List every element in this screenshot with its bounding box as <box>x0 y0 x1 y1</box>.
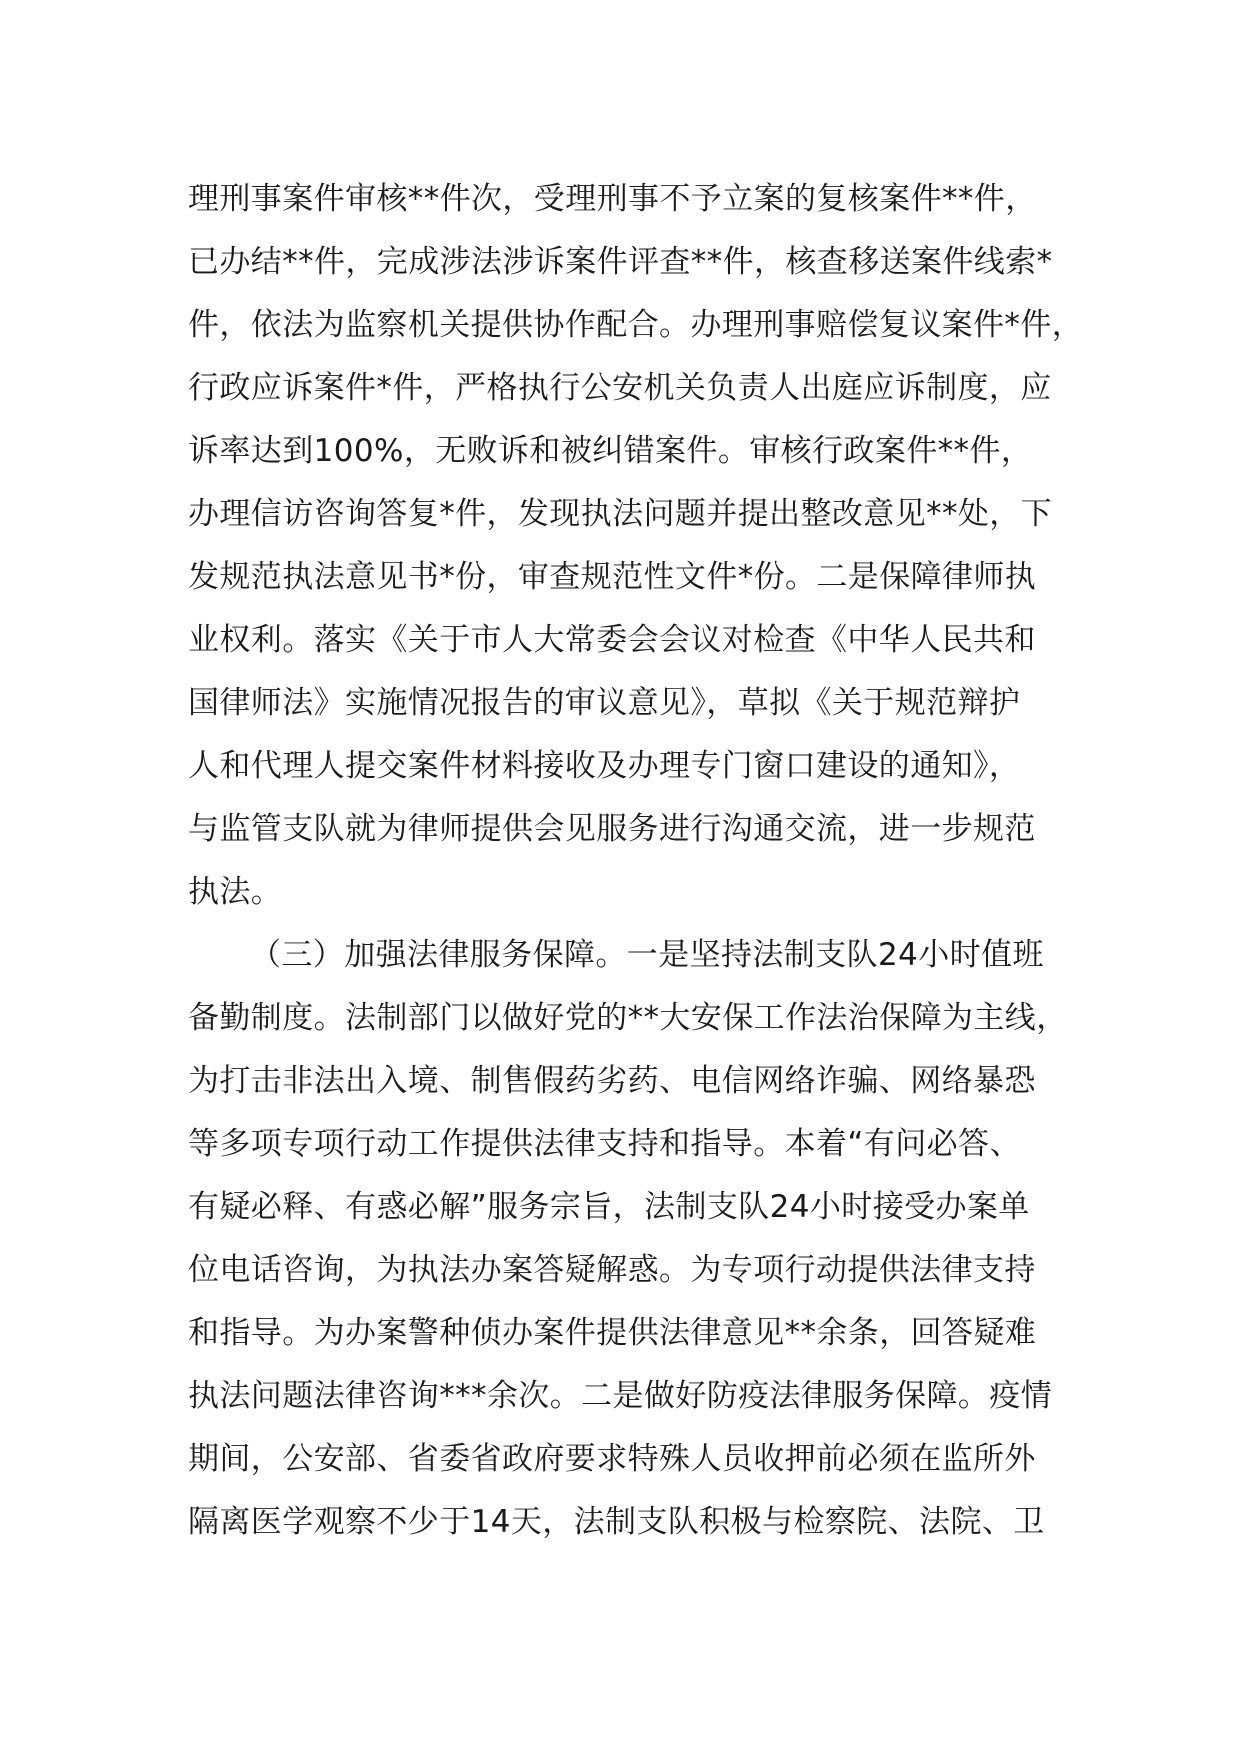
text-line: 有疑必释、有惑必解”服务宗旨，法制支队24小时接受办案单 <box>188 1189 1030 1225</box>
text-line: 行政应诉案件*件，严格执行公安机关负责人出庭应诉制度，应 <box>188 370 1052 406</box>
text-line: 诉率达到100%，无败诉和被纠错案件。审核行政案件**件， <box>188 433 1033 469</box>
section-heading-line: （三）加强法律服务保障。一是坚持法制支队24小时值班 <box>250 937 1044 973</box>
text-line: 国律师法》实施情况报告的审议意见》，草拟《关于规范辩护 <box>188 685 1021 721</box>
text-line: 执法。 <box>188 874 283 910</box>
text-line: 与监管支队就为律师提供会见服务进行沟通交流，进一步规范 <box>188 811 1036 847</box>
text-line: 为打击非法出入境、制售假药劣药、电信网络诈骗、网络暴恐 <box>188 1063 1036 1099</box>
body-text <box>188 168 1088 1554</box>
text-line: 办理信访咨询答复*件，发现执法问题并提出整改意见**处，下 <box>188 496 1053 532</box>
text-line: 等多项专项行动工作提供法律支持和指导。本着“有问必答、 <box>188 1126 1021 1162</box>
text-line: 件，依法为监察机关提供协作配合。办理刑事赔偿复议案件*件， <box>188 307 1084 343</box>
text-line: 和指导。为办案警种侦办案件提供法律意见**余条，回答疑难 <box>188 1315 1037 1351</box>
text-line: 备勤制度。法制部门以做好党的**大安保工作法治保障为主线， <box>188 1000 1068 1036</box>
text-line: 发规范执法意见书*份，审查规范性文件*份。二是保障律师执 <box>188 559 1037 595</box>
text-line: 业权利。落实《关于市人大常委会会议对检查《中华人民共和 <box>188 622 1036 658</box>
text-line: 隔离医学观察不少于14天，法制支队积极与检察院、法院、卫 <box>188 1504 1045 1540</box>
text-line: 理刑事案件审核**件次，受理刑事不予立案的复核案件**件， <box>188 181 1037 217</box>
text-line: 已办结**件，完成涉法涉诉案件评查**件，核查移送案件线索* <box>188 244 1053 280</box>
text-line: 位电话咨询，为执法办案答疑解惑。为专项行动提供法律支持 <box>188 1252 1036 1288</box>
text-line: 执法问题法律咨询***余次。二是做好防疫法律服务保障。疫情 <box>188 1378 1053 1414</box>
text-line: 人和代理人提交案件材料接收及办理专门窗口建设的通知》， <box>188 748 1021 784</box>
text-line: 期间，公安部、省委省政府要求特殊人员收押前必须在监所外 <box>188 1441 1036 1477</box>
